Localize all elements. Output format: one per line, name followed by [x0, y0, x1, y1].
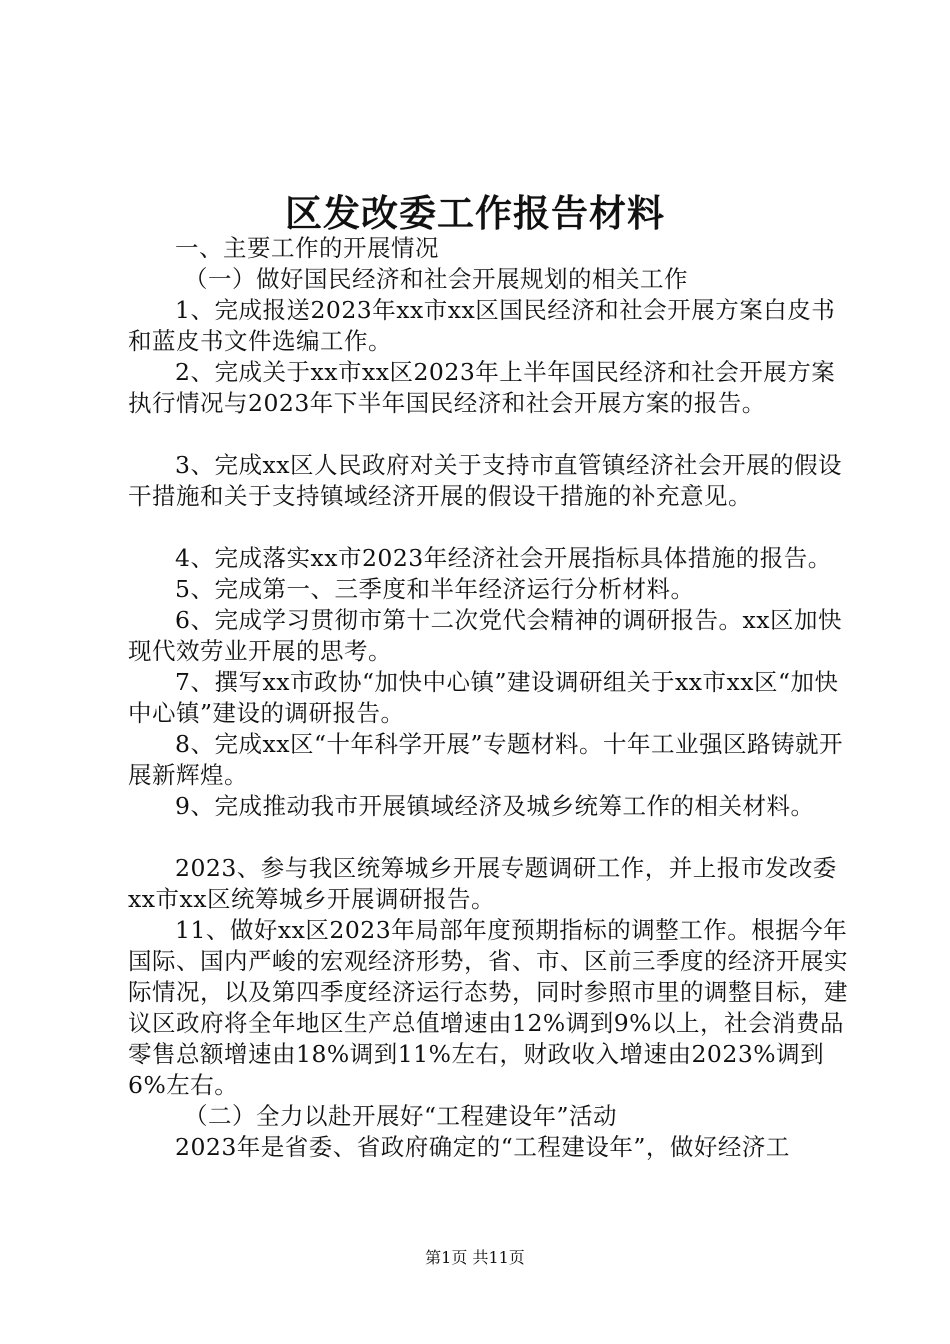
document-title: 区发改委工作报告材料 — [285, 192, 665, 235]
paragraph: 2、完成关于xx市xx区2023年上半年国民经济和社会开展方案执行情况与2023年下半年国民经济和社会开展方案的报告。 — [128, 358, 836, 417]
document-body — [128, 233, 850, 1163]
paragraph: 8、完成xx区“十年科学开展”专题材料。十年工业强区路铸就开展新辉煌。 — [128, 730, 843, 789]
section-heading: 一、主要工作的开展情况 — [175, 234, 439, 262]
paragraph: 11、做好xx区2023年局部年度预期指标的调整工作。根据今年国际、国内严峻的宏观经济形势，省、市、区前三季度的经济开展实际情况，以及第四季度经济运行态势，同时参照市里的调整目标，建议区政府将全年地区生产总值增速由12%调到9%以上，社会消费品零售总额增速由18%调到11%左右，财政收入增速由2023%调到6%左右。 — [128, 916, 848, 1099]
paragraph: 2023年是省委、省政府确定的“工程建设年”，做好经济工 — [175, 1133, 790, 1161]
spacer — [128, 512, 850, 543]
paragraph: 2023、参与我区统筹城乡开展专题调研工作，并上报市发改委xx市xx区统筹城乡开展调研报告。 — [128, 854, 837, 913]
paragraph: 6、完成学习贯彻市第十二次党代会精神的调研报告。xx区加快现代效劳业开展的思考。 — [128, 606, 842, 665]
paragraph: 7、撰写xx市政协“加快中心镇”建设调研组关于xx市xx区“加快中心镇”建设的调研报告。 — [128, 668, 839, 727]
paragraph: 4、完成落实xx市2023年经济社会开展指标具体措施的报告。 — [175, 544, 832, 572]
paragraph: 5、完成第一、三季度和半年经济运行分析材料。 — [175, 575, 695, 603]
spacer — [128, 822, 850, 853]
paragraph: 3、完成xx区人民政府对关于支持市直管镇经济社会开展的假设干措施和关于支持镇域经济开展的假设干措施的补充意见。 — [128, 451, 842, 510]
paragraph: 1、完成报送2023年xx市xx区国民经济和社会开展方案白皮书和蓝皮书文件选编工作。 — [128, 296, 836, 355]
subsection-heading: （一）做好国民经济和社会开展规划的相关工作 — [184, 265, 688, 293]
paragraph: 9、完成推动我市开展镇域经济及城乡统筹工作的相关材料。 — [175, 792, 815, 820]
subsection-heading: （二）全力以赴开展好“工程建设年”活动 — [184, 1102, 618, 1130]
spacer — [128, 419, 850, 450]
page-footer: 第1页 共11页 — [425, 1248, 525, 1267]
